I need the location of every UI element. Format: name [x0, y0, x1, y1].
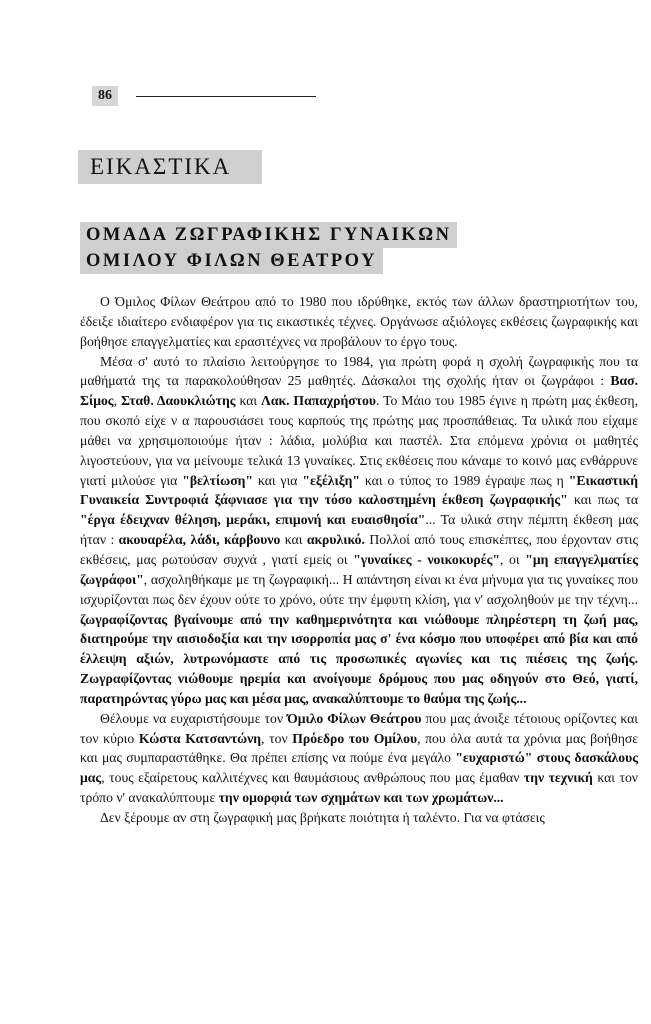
page-number: 86: [92, 86, 118, 106]
text-run: ... Τα υλικά στην πέμπτη έκθεση μας ήταν :: [80, 512, 638, 548]
paragraph-closing: Δεν ξέρουμε αν στη ζωγραφική μας βρήκατε ποιότητα ή ταλέντο. Για να φτάσεις: [100, 809, 545, 825]
club-name: Όμιλο Φίλων Θεάτρου: [287, 710, 422, 726]
text-run: και τον τρόπο ν' ανακαλύπτουμε: [80, 770, 638, 806]
quote-bold: "μη επαγγελματίες ζωγράφοι": [80, 551, 639, 587]
teacher-name: Λακ. Παπαχρήστου: [261, 393, 376, 409]
message-bold: ζωγραφίζοντας βγαίνουμε από την καθημερινότητα και νιώθουμε πληρέστερη τη ζωή μας, διατηρούμε την αισιοδοξία και την ισορροπία μας σ' ένα κόσμο που υποφέρει από βία και από έλλειψη αξιών, λυτρωνόμαστε από τις προσωπικές αγωνίες και τις πιέσεις της ζωής. Ζωγραφίζοντας νιώθουμε ηρεμία και ανοίγουμε δρόμους που μας οδηγούν στο Θεό, γιατί, παρατηρώντας γύρω μας και μέσα μας, ανακαλύπτουμε το θαύμα της ζωής...: [80, 611, 638, 706]
paragraph-history: [80, 352, 638, 709]
quote-bold: "εξέλιξη": [302, 472, 360, 488]
article-title: [80, 222, 457, 274]
text-run: , οι: [499, 551, 526, 567]
text-run: και για: [253, 472, 303, 488]
text-run: Θέλουμε να ευχαριστήσουμε τον: [100, 710, 288, 726]
thanks-bold: "ευχαριστώ" στους δασκάλους μας: [80, 750, 638, 786]
article-title-line1: ΟΜΑΔΑ ΖΩΓΡΑΦΙΚΗΣ ΓΥΝΑΙΚΩΝ: [80, 222, 457, 248]
text-run: και: [235, 393, 262, 409]
article-title-line2: ΟΜΙΛΟΥ ΦΙΛΩΝ ΘΕΑΤΡΟΥ: [80, 248, 383, 274]
text-run: και: [280, 532, 307, 548]
person-title: Πρόεδρο του Ομίλου: [292, 730, 418, 746]
quote-bold: "Εικαστική Γυναικεία Συντροφιά ξάφνιασε για την τόσο καλοστημένη έκθεση ζωγραφικής": [80, 472, 638, 508]
quote-bold: "έργα έδειχναν θέληση, μεράκι, επιμονή και ευαισθησία": [80, 512, 426, 528]
beauty-bold: την ομορφιά των σχημάτων και των χρωμάτων...: [218, 790, 504, 806]
text-run: ,: [113, 393, 121, 409]
paragraph-thanks: [80, 709, 638, 808]
teacher-name: Βασ. Σίμος: [80, 373, 638, 409]
text-run: και ο τύπος το 1989 έγραψε πως η: [359, 472, 569, 488]
article-body: [80, 292, 638, 828]
text-run: και πως τα: [567, 492, 638, 508]
quote-bold: "βελτίωση": [182, 472, 254, 488]
quote-bold: "γυναίκες - νοικοκυρές": [353, 551, 500, 567]
text-run: Πολλοί από τους επισκέπτες, που έρχονταν στις εκθέσεις, μας ρωτούσαν συχνά , γιατί εμείς οι: [80, 532, 638, 567]
text-run: Μέσα σ' αυτό το πλαίσιο λειτούργησε το 1984, για πρώτη φορά η σχολή ζωγραφικής που τα μαθήματά της τα παρακολούθησαν 25 μαθητές. Δάσκαλοι της σχολής ήταν οι ζωγράφοι :: [80, 353, 638, 389]
paragraph-intro: Ο Όμιλος Φίλων Θεάτρου από το 1980 που ιδρύθηκε, εκτός των άλλων δραστηριοτήτων του, έδειξε ιδιαίτερο ενδιαφέρον για τις εικαστικές τέχνες. Οργάνωσε αξιόλογες εκθέσεις ζωγραφικής και βοήθησε επαγγελματίες και ερασιτέχνες να προβάλουν το έργο τους.: [80, 294, 638, 349]
header-rule: [136, 96, 316, 97]
text-run: , που όλα αυτά τα χρόνια μας βοήθησε και μας συμπαραστάθηκε. Θα πρέπει επίσης να πούμε ένα μεγάλο: [80, 730, 638, 766]
text-run: , τους εξαίρετους καλλιτέχνες και θαυμάσιους ανθρώπους που μας έμαθαν: [101, 770, 524, 786]
text-run: που μας άνοιξε τέτοιους ορίζοντες και τον κύριο: [80, 710, 638, 746]
materials-bold: ακουαρέλα, λάδι, κάρβουνο: [118, 532, 281, 548]
technique-bold: την τεχνική: [523, 770, 593, 786]
materials-bold: ακρυλικό.: [306, 532, 365, 548]
text-run: . Το Μάιο του 1985 έγινε η πρώτη μας έκθεση, που σκοπό είχε ν α παρουσιάσει τους καρπούς της πρώτης μας προσπάθειας. Τα υλικά που είχαμε μάθει να χρησιμοποιούμε ήταν : λάδια, μολύβια και παστέλ. Στα επόμενα χρόνια οι μαθητές λιγοστεύουν, για να μείνουμε τελικά 13 γυναίκες. Στις εκθέσεις που κάναμε το κοινό μας ενθάρρυνε γιατί μιλούσε για: [80, 393, 638, 488]
text-run: , ασχοληθήκαμε με τη ζωγραφική... Η απάντηση είναι κι ένα μήνυμα για τις γυναίκες που ισχυρίζονται πως δεν έχουν ούτε το χρόνο, ούτε την έμφυτη κλίση, για ν' ασχοληθούν με την τέχνη...: [80, 571, 638, 607]
teacher-name: Σταθ. Δαουκλιώτης: [120, 393, 236, 409]
section-title: ΕΙΚΑΣΤΙΚΑ: [78, 150, 262, 184]
text-run: , τον: [261, 730, 293, 746]
person-name: Κώστα Κατσαντώνη: [138, 730, 262, 746]
